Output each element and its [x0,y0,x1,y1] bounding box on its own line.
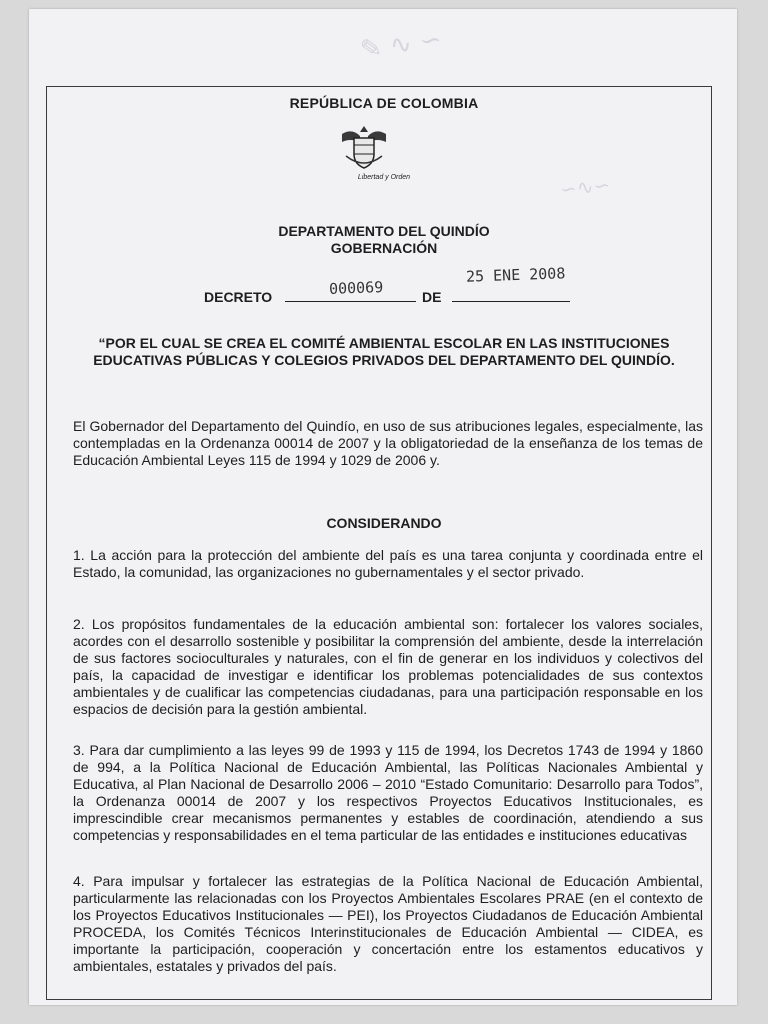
decree-title: “POR EL CUAL SE CREA EL COMITÉ AMBIENTAL ESCOLAR EN LAS INSTITUCIONES EDUCATIVAS PÚBLICAS Y COLEGIOS PRIVADOS DEL DEPARTAMENTO DEL QUINDÍO. [93,335,675,368]
office-heading: GOBERNACIÓN [330,240,438,256]
decree-number: 000069 [328,278,384,298]
department-heading: DEPARTAMENTO DEL QUINDÍO [278,223,490,239]
decree-date-line [452,301,570,302]
considerando-item: 1. La acción para la protección del ambiente del país es una tarea conjunta y coordinada entre el Estado, la comunidad, las organizaciones no gubernamentales y el sector privado. [73,547,703,580]
decree-date-stamp: 25 ENE 2008 [465,264,566,286]
decree-label: DECRETO [204,289,273,305]
intro-paragraph: El Gobernador del Departamento del Quindío, en uso de sus atribuciones legales, especialmente, las contempladas en la Ordenanza 00014 de 2007 y la obligatoriedad de la enseñanza de los temas de Educación Ambiental Leyes 115 de 1994 y 1029 de 2006 y. [73,418,703,468]
considerando-item: 2. Los propósitos fundamentales de la educación ambiental son: fortalecer los valores sociales, acordes con el desarrollo sostenible y posibilitar la comprensión del ambiente, desde la interrelación de sus factores socioculturales y naturales, con el fin de generar en los individuos y colectivos del país, la capacidad de investigar e identificar los problemas potencialidades de sus contextos ambientales y de cualificar las competencias ciudadanas, para una participación responsable en los espacios de decisión para la gestión ambiental. [73,616,703,717]
bleed-through-marks: ✎ ∿ ∽ [358,24,444,66]
considerando-item: 3. Para dar cumplimiento a las leyes 99 de 1993 y 115 de 1994, los Decretos 1743 de 1994 y 1860 de 994, a la Política Nacional de Educación Ambiental, las Políticas Nacionales Ambiental y Educativa, al Plan Nacional de Desarrollo 2006 – 2010 “Estado Comunitario: Desarrollo para Todos”, la Ordenanza 00014 de 2007 y los respectivos Proyectos Educativos Institucionales, es imprescindible crear mecanismos permanentes y estables de coordinación, atendiendo a sus competencias y responsabilidades en el tema particular de las entidades e instituciones educativas [73,742,703,843]
date-label: DE [422,289,442,305]
coat-of-arms-icon [338,124,390,172]
bleed-through-marks: ∽∿∽ [558,172,612,202]
considerando-heading: CONSIDERANDO [326,515,442,531]
national-motto: Libertad y Orden [357,174,411,181]
considerando-item: 4. Para impulsar y fortalecer las estrategias de la Política Nacional de Educación Ambiental, particularmente las relacionadas con los Proyectos Ambientales Escolares PRAE (en el contexto de los Proyectos Educativos Institucionales — PEI), los Proyectos Ciudadanos de Educación Ambiental PROCEDA, los Comités Técnicos Interinstitucionales de Educación Ambiental — CIDEA, es importante la participación, cooperación y concertación entre los estamentos educativos y ambientales, estatales y privados del país. [73,873,703,974]
republic-heading: REPÚBLICA DE COLOMBIA [289,95,479,111]
decree-number-line [285,301,416,302]
